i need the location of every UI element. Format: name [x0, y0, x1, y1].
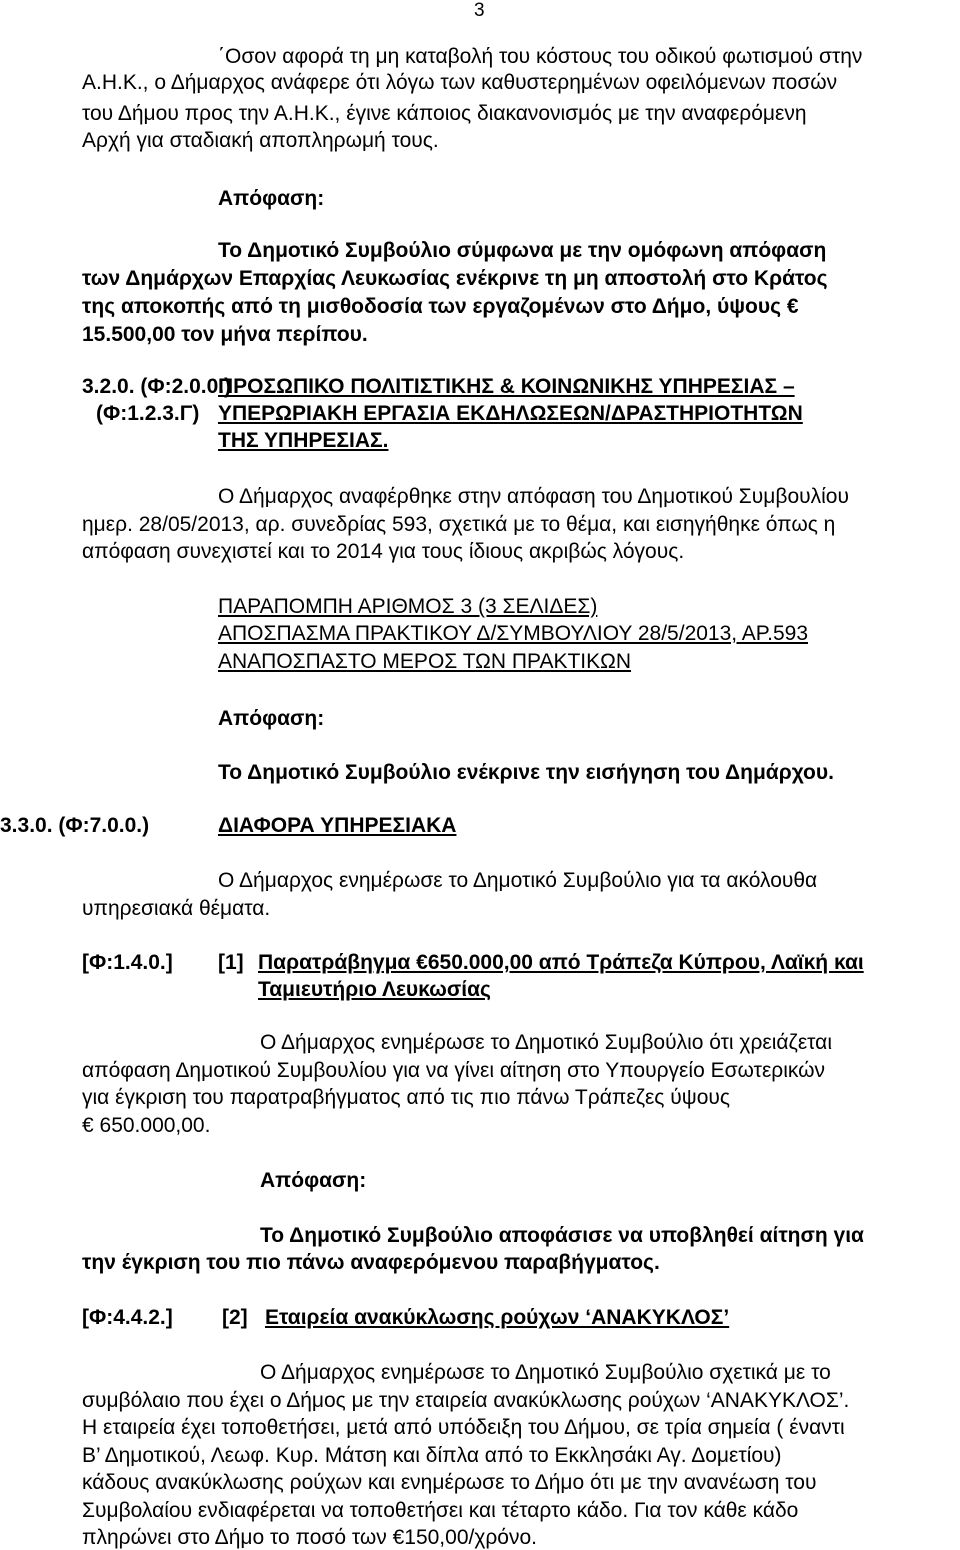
item1-code: [Φ:1.4.0.] — [82, 951, 173, 974]
section-330-code: 3.3.0. (Φ:7.0.0.) — [0, 814, 150, 837]
decision1-line1: Το Δημοτικό Συμβούλιο σύμφωνα με την ομόφωνη απόφαση — [218, 239, 827, 262]
section-320-ref3: ΑΝΑΠΟΣΠΑΣΤΟ ΜΕΡΟΣ ΤΩΝ ΠΡΑΚΤΙΚΩΝ — [218, 650, 632, 673]
item1-title2: Ταμιευτήριο Λευκωσίας — [258, 978, 491, 1001]
item2-code: [Φ:4.4.2.] — [82, 1306, 173, 1329]
decision1-line3: της αποκοπής από τη μισθοδοσία των εργαζομένων στο Δήμο, ύψους € — [82, 295, 799, 318]
item1-decision1: Το Δημοτικό Συμβούλιο αποφάσισε να υποβληθεί αίτηση για — [260, 1224, 864, 1247]
section-320-ref1: ΠΑΡΑΠΟΜΠΗ ΑΡΙΘΜΟΣ 3 (3 ΣΕΛΙΔΕΣ) — [218, 595, 598, 618]
decision-label: Απόφαση: — [218, 187, 325, 210]
section-320-code2: (Φ:1.2.3.Γ) — [96, 402, 200, 425]
section-320-title1: ΠΡΟΣΩΠΙΚΟ ΠΟΛΙΤΙΣΤΙΚΗΣ & ΚΟΙΝΩΝΙΚΗΣ ΥΠΗΡΕΣΙΑΣ – — [218, 375, 795, 398]
item2-body2: συμβόλαιο που έχει ο Δήμος με την εταιρεία ανακύκλωσης ρούχων ‘ΑΝΑΚΥΚΛΟΣ’. — [82, 1389, 850, 1412]
para1-line2: Α.Η.Κ., ο Δήμαρχος ανάφερε ότι λόγω των καθυστερημένων οφειλόμενων ποσών — [82, 71, 838, 94]
item2-body6: Συμβολαίου ενδιαφέρεται να τοποθετήσει και τέταρτο κάδο. Για τον κάθε κάδο — [82, 1499, 799, 1522]
item1-decision2: την έγκριση του πιο πάνω αναφερόμενου παραβήγματος. — [82, 1251, 660, 1274]
item1-decision-label: Απόφαση: — [260, 1169, 367, 1192]
section-320-body1: Ο Δήμαρχος αναφέρθηκε στην απόφαση του Δημοτικού Συμβουλίου — [218, 485, 849, 508]
item2-title: Εταιρεία ανακύκλωσης ρούχων ‘ΑΝΑΚΥΚΛΟΣ’ — [265, 1306, 730, 1329]
item1-body2: απόφαση Δημοτικού Συμβουλίου για να γίνει αίτηση στο Υπουργείο Εσωτερικών — [82, 1059, 826, 1082]
item1-body3: για έγκριση του παρατραβήγματος από τις πιο πάνω Τράπεζες ύψους — [82, 1086, 731, 1109]
item1-body4: € 650.000,00. — [82, 1114, 211, 1137]
para1-line1: ΄Οσον αφορά τη μη καταβολή του κόστους του οδικού φωτισμού στην — [218, 45, 863, 68]
item1-body1: Ο Δήμαρχος ενημέρωσε το Δημοτικό Συμβούλιο ότι χρειάζεται — [260, 1031, 832, 1054]
section-320-code1: 3.2.0. (Φ:2.0.0.) — [82, 375, 232, 398]
section-330-title: ΔΙΑΦΟΡΑ ΥΠΗΡΕΣΙΑΚΑ — [218, 814, 457, 837]
decision1-line2: των Δημάρχων Επαρχίας Λευκωσίας ενέκρινε τη μη αποστολή στο Κράτος — [82, 267, 828, 290]
item2-number: [2] — [222, 1306, 248, 1329]
section-320-title3: ΤΗΣ ΥΠΗΡΕΣΙΑΣ. — [218, 429, 389, 452]
section-330-intro2: υπηρεσιακά θέματα. — [82, 897, 271, 920]
para1-line3: του Δήμου προς την Α.Η.Κ., έγινε κάποιος διακανονισμός με την αναφερόμενη — [82, 102, 807, 125]
item1-title1: Παρατράβηγμα €650.000,00 από Τράπεζα Κύπρου, Λαϊκή και — [258, 951, 864, 974]
para1-line4: Αρχή για σταδιακή αποπληρωμή τους. — [82, 129, 439, 152]
section-320-body3: απόφαση συνεχιστεί και το 2014 για τους ίδιους ακριβώς λόγους. — [82, 540, 685, 563]
item2-body7: πληρώνει στο Δήμο το ποσό των €150,00/χρόνο. — [82, 1526, 537, 1549]
section-320-title2: ΥΠΕΡΩΡΙΑΚΗ ΕΡΓΑΣΙΑ ΕΚΔΗΛΩΣΕΩΝ/ΔΡΑΣΤΗΡΙΟΤΗΤΩΝ — [218, 402, 803, 425]
section-320-decision-label: Απόφαση: — [218, 707, 325, 730]
page-number: 3 — [474, 0, 485, 21]
decision1-line4: 15.500,00 τον μήνα περίπου. — [82, 323, 368, 346]
item2-body4: Β’ Δημοτικού, Λεωφ. Κυρ. Μάτση και δίπλα από το Εκκλησάκι Αγ. Δομετίου) — [82, 1444, 782, 1467]
item1-number: [1] — [218, 951, 244, 974]
section-320-body2: ημερ. 28/05/2013, αρ. συνεδρίας 593, σχετικά με το θέμα, και εισηγήθηκε όπως η — [82, 513, 836, 536]
item2-body1: Ο Δήμαρχος ενημέρωσε το Δημοτικό Συμβούλιο σχετικά με το — [260, 1361, 831, 1384]
item2-body3: Η εταιρεία έχει τοποθετήσει, μετά από υπόδειξη του Δήμου, σε τρία σημεία ( έναντι — [82, 1416, 845, 1439]
item2-body5: κάδους ανακύκλωσης ρούχων και ενημέρωσε το Δήμο ότι με την ανανέωση του — [82, 1471, 817, 1494]
section-320-decision: Το Δημοτικό Συμβούλιο ενέκρινε την εισήγηση του Δημάρχου. — [218, 761, 834, 784]
section-330-intro1: Ο Δήμαρχος ενημέρωσε το Δημοτικό Συμβούλιο για τα ακόλουθα — [218, 869, 818, 892]
section-320-ref2: ΑΠΟΣΠΑΣΜΑ ΠΡΑΚΤΙΚΟΥ Δ/ΣΥΜΒΟΥΛΙΟΥ 28/5/2013, ΑΡ.593 — [218, 622, 808, 645]
